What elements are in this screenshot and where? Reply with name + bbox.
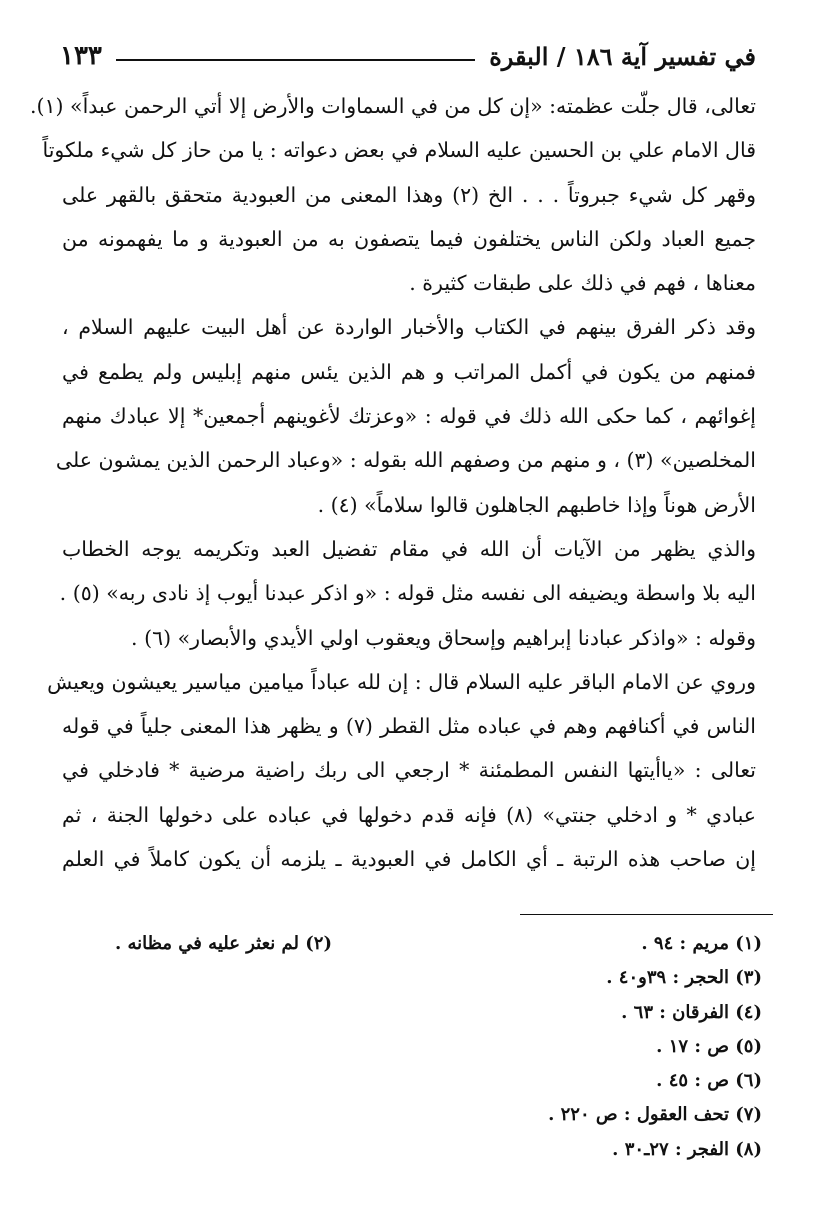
body-line: وروي عن الامام الباقر عليه السلام قال : إن لله عباداً ميامين مياسير يعيشون ويعيش (47, 669, 756, 694)
footnotes (60, 927, 762, 1167)
body-line: إن صاحب هذه الرتبة ـ أي الكامل في العبودية ـ يلزمه أن يكون كاملاً في العلم (62, 847, 756, 872)
body-line: الناس في أكنافهم وهم في عباده مثل القطر (٧) و يظهر هذا المعنى جلياً في قوله (62, 714, 756, 739)
footnote-6: (٦) ص : ٤٥ . (656, 1070, 762, 1092)
footnote-separator (520, 914, 773, 915)
body-line: قال الامام علي بن الحسين عليه السلام في بعض دعواته : يا من حاز كل شيء ملكوتاً (42, 138, 756, 163)
footnote-3: (٣) الحجر : ٣٩و٤٠ . (606, 967, 762, 989)
footnote-8: (٨) الفجر : ٢٧ـ٣٠ . (612, 1138, 762, 1160)
body-line: المخلصين» (٣) ، و منهم من وصفهم الله بقوله : «وعباد الرحمن الذين يمشون على (55, 448, 756, 473)
footnote-4: (٤) الفرقان : ٦٣ . (621, 1001, 762, 1023)
body-line: جميع العباد ولكن الناس يختلفون فيما يتصفون به من العبودية و ما يفهمونه من (62, 226, 756, 251)
page-header (60, 34, 756, 78)
body-line: وقوله : «واذكر عبادنا إبراهيم وإسحاق ويعقوب اولي الأيدي والأبصار» (٦) . (131, 625, 756, 650)
footnote-1: (١) مريم : ٩٤ . (641, 933, 762, 954)
footnote-5: (٥) ص : ١٧ . (656, 1035, 762, 1057)
running-title: في تفسير آية ١٨٦ / البقرة (489, 41, 756, 71)
body-line: عبادي * و ادخلي جنتي» (٨) فإنه قدم دخولها في عباده على دخولها الجنة ، ثم (62, 802, 756, 827)
footnote-7: (٧) تحف العقول : ص ٢٢٠ . (548, 1104, 762, 1126)
body-line: وقهر كل شيء جبروتاً . . . الخ (٢) وهذا المعنى من العبودية متحقق بالقهر على (62, 182, 756, 207)
body-line: فمنهم من يكون في أكمل المراتب و هم الذين يئس منهم إبليس ولم يطمع في (62, 359, 756, 384)
body-line: اليه بلا واسطة ويضيفه الى نفسه مثل قوله : «و اذكر عبدنا أيوب إذ نادى ربه» (٥) . (59, 581, 756, 606)
body-line: وقد ذكر الفرق بينهم في الكتاب والأخبار الواردة عن أهل البيت عليهم السلام ، (62, 315, 756, 340)
body-line: والذي يظهر من الآيات أن الله في مقام تفضيل العبد وتكريمه يوجه الخطاب (62, 536, 756, 561)
body-line: معناها ، فهم في ذلك على طبقات كثيرة . (409, 271, 756, 296)
body-line: تعالى : «ياأيتها النفس المطمئنة * ارجعي الى ربك راضية مرضية * فادخلي في (62, 758, 756, 783)
page-number: ١٣٣ (60, 41, 102, 71)
body-line: الأرض هوناً وإذا خاطبهم الجاهلون قالوا سلاماً» (٤) . (317, 492, 756, 517)
body-line: إغوائهم ، كما حكى الله ذلك في قوله : «وعزتك لأغوينهم أجمعين* إلا عبادك منهم (62, 404, 756, 429)
footnote-2: (٢) لم نعثر عليه في مظانه . (114, 933, 332, 954)
body-text (30, 84, 756, 881)
body-line: تعالى، قال جلّت عظمته: «إن كل من في السماوات والأرض إلا أتي الرحمن عبداً» (١). (30, 94, 756, 118)
header-rule (116, 59, 475, 61)
